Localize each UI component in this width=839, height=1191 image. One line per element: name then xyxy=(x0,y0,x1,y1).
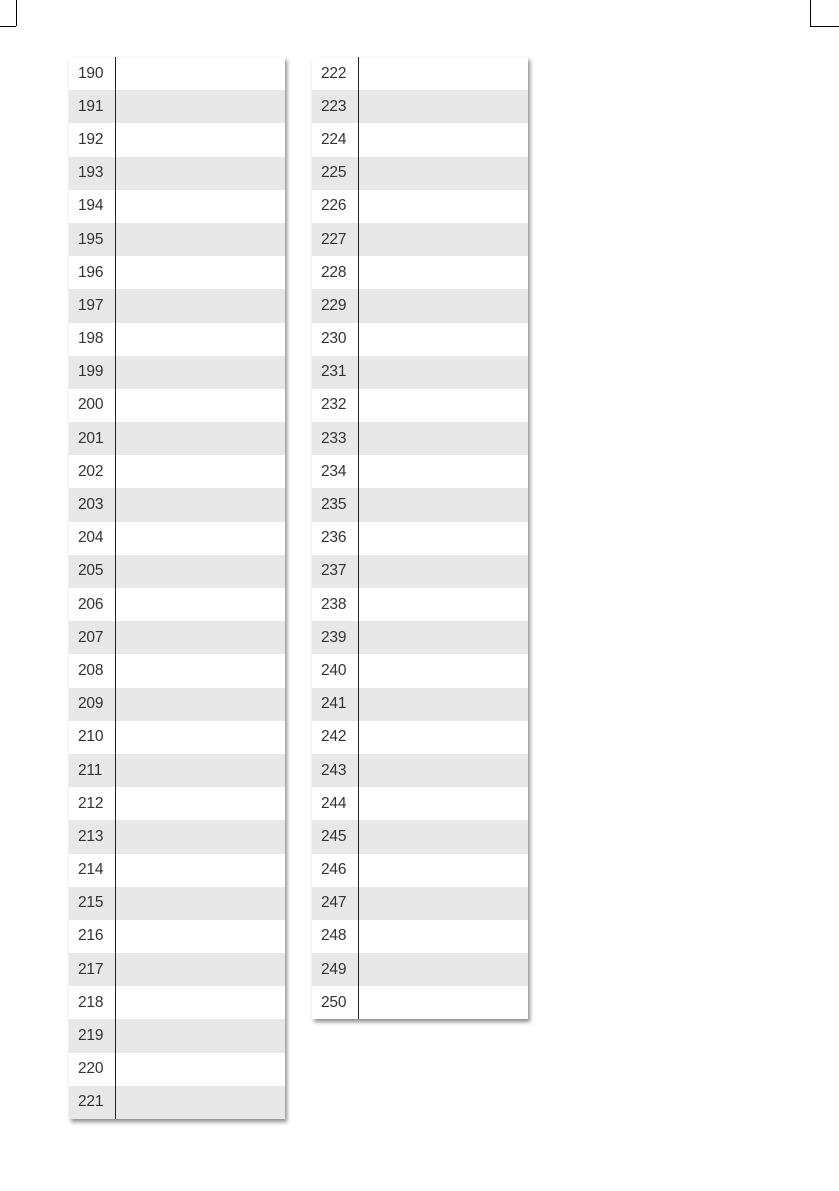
crop-mark-top-left-vertical xyxy=(16,0,17,26)
row-value-cell[interactable] xyxy=(115,688,285,721)
table-row xyxy=(312,90,528,123)
numbered-table-column-1 xyxy=(69,57,285,1119)
row-value-cell[interactable] xyxy=(115,721,285,754)
row-value-cell[interactable] xyxy=(358,787,528,820)
row-number: 247 xyxy=(321,894,347,912)
table-row xyxy=(69,986,285,1019)
row-number: 244 xyxy=(321,794,347,812)
row-number: 221 xyxy=(78,1093,104,1111)
table-row xyxy=(69,289,285,322)
table-row xyxy=(69,1053,285,1086)
row-number: 213 xyxy=(78,827,104,845)
row-number: 240 xyxy=(321,661,347,679)
row-number: 212 xyxy=(78,794,104,812)
row-number: 230 xyxy=(321,330,347,348)
row-value-cell[interactable] xyxy=(115,223,285,256)
row-number: 237 xyxy=(321,562,347,580)
row-value-cell[interactable] xyxy=(115,621,285,654)
table-row xyxy=(69,256,285,289)
row-number: 229 xyxy=(321,296,347,314)
row-value-cell[interactable] xyxy=(358,190,528,223)
row-number: 191 xyxy=(78,97,104,115)
table-row xyxy=(69,887,285,920)
table-row xyxy=(312,422,528,455)
row-value-cell[interactable] xyxy=(358,621,528,654)
row-number: 249 xyxy=(321,960,347,978)
row-value-cell[interactable] xyxy=(358,157,528,190)
row-value-cell[interactable] xyxy=(115,1086,285,1119)
table-row xyxy=(312,555,528,588)
row-value-cell[interactable] xyxy=(358,854,528,887)
table-row xyxy=(69,57,285,90)
row-value-cell[interactable] xyxy=(115,986,285,1019)
row-value-cell[interactable] xyxy=(115,389,285,422)
table-row xyxy=(312,787,528,820)
table-row xyxy=(69,721,285,754)
table-row xyxy=(312,356,528,389)
row-number: 236 xyxy=(321,529,347,547)
table-row xyxy=(69,157,285,190)
row-number: 239 xyxy=(321,628,347,646)
row-value-cell[interactable] xyxy=(115,90,285,123)
table-row xyxy=(69,787,285,820)
row-value-cell[interactable] xyxy=(115,654,285,687)
table-row xyxy=(69,488,285,521)
table-row xyxy=(312,754,528,787)
table-row xyxy=(69,654,285,687)
row-number: 215 xyxy=(78,894,104,912)
table-row xyxy=(312,123,528,156)
row-value-cell[interactable] xyxy=(115,953,285,986)
row-number: 195 xyxy=(78,230,104,248)
row-number: 218 xyxy=(78,993,104,1011)
row-number: 228 xyxy=(321,263,347,281)
table-row xyxy=(69,588,285,621)
row-value-cell[interactable] xyxy=(115,787,285,820)
row-value-cell[interactable] xyxy=(358,256,528,289)
table-row xyxy=(69,555,285,588)
row-number: 194 xyxy=(78,197,104,215)
table-row xyxy=(312,654,528,687)
table-row xyxy=(69,190,285,223)
row-number: 217 xyxy=(78,960,104,978)
row-number: 201 xyxy=(78,429,104,447)
table-row xyxy=(312,621,528,654)
row-value-cell[interactable] xyxy=(115,555,285,588)
row-number: 246 xyxy=(321,861,347,879)
row-value-cell[interactable] xyxy=(358,654,528,687)
row-value-cell[interactable] xyxy=(358,323,528,356)
row-number: 238 xyxy=(321,595,347,613)
row-value-cell[interactable] xyxy=(358,389,528,422)
row-value-cell[interactable] xyxy=(115,455,285,488)
row-number: 207 xyxy=(78,628,104,646)
table-row xyxy=(312,488,528,521)
table-row xyxy=(312,57,528,90)
row-value-cell[interactable] xyxy=(358,57,528,90)
row-number: 245 xyxy=(321,827,347,845)
table-row xyxy=(312,854,528,887)
row-number: 208 xyxy=(78,661,104,679)
table-row xyxy=(69,389,285,422)
row-number: 216 xyxy=(78,927,104,945)
row-number: 210 xyxy=(78,728,104,746)
row-value-cell[interactable] xyxy=(115,123,285,156)
table-row xyxy=(312,588,528,621)
row-number: 206 xyxy=(78,595,104,613)
row-value-cell[interactable] xyxy=(358,721,528,754)
table-row xyxy=(69,1086,285,1119)
row-value-cell[interactable] xyxy=(358,555,528,588)
table-row xyxy=(312,389,528,422)
table-row xyxy=(69,754,285,787)
row-number: 241 xyxy=(321,695,347,713)
row-value-cell[interactable] xyxy=(115,157,285,190)
row-value-cell[interactable] xyxy=(115,1053,285,1086)
row-value-cell[interactable] xyxy=(358,522,528,555)
row-number: 219 xyxy=(78,1027,104,1045)
row-number: 214 xyxy=(78,861,104,879)
row-number: 231 xyxy=(321,363,347,381)
row-value-cell[interactable] xyxy=(115,588,285,621)
row-value-cell[interactable] xyxy=(358,90,528,123)
table-row xyxy=(312,455,528,488)
table-row xyxy=(69,1019,285,1052)
row-value-cell[interactable] xyxy=(358,688,528,721)
row-value-cell[interactable] xyxy=(358,953,528,986)
table-row xyxy=(69,455,285,488)
row-value-cell[interactable] xyxy=(358,356,528,389)
row-value-cell[interactable] xyxy=(115,323,285,356)
table-row xyxy=(312,289,528,322)
row-number: 242 xyxy=(321,728,347,746)
row-number: 248 xyxy=(321,927,347,945)
table-row xyxy=(312,953,528,986)
table-row xyxy=(312,256,528,289)
row-number: 193 xyxy=(78,164,104,182)
row-value-cell[interactable] xyxy=(358,223,528,256)
row-number: 226 xyxy=(321,197,347,215)
table-row xyxy=(312,986,528,1019)
table-row xyxy=(69,356,285,389)
row-value-cell[interactable] xyxy=(115,887,285,920)
table-row xyxy=(312,820,528,853)
row-number: 223 xyxy=(321,97,347,115)
row-value-cell[interactable] xyxy=(358,588,528,621)
row-value-cell[interactable] xyxy=(358,754,528,787)
row-value-cell[interactable] xyxy=(115,522,285,555)
table-row xyxy=(69,920,285,953)
row-number: 234 xyxy=(321,462,347,480)
row-number: 199 xyxy=(78,363,104,381)
row-value-cell[interactable] xyxy=(358,820,528,853)
row-value-cell[interactable] xyxy=(115,256,285,289)
row-number: 197 xyxy=(78,296,104,314)
row-value-cell[interactable] xyxy=(115,1019,285,1052)
crop-mark-top-right-vertical xyxy=(810,0,811,26)
table-row xyxy=(69,90,285,123)
row-number: 200 xyxy=(78,396,104,414)
table-row xyxy=(312,688,528,721)
row-number: 192 xyxy=(78,130,104,148)
table-row xyxy=(312,323,528,356)
row-number: 224 xyxy=(321,130,347,148)
table-row xyxy=(312,223,528,256)
row-number: 233 xyxy=(321,429,347,447)
row-number: 211 xyxy=(78,761,103,779)
row-value-cell[interactable] xyxy=(115,190,285,223)
table-row xyxy=(69,854,285,887)
row-number: 220 xyxy=(78,1060,104,1078)
row-value-cell[interactable] xyxy=(115,57,285,90)
row-number: 235 xyxy=(321,496,347,514)
row-value-cell[interactable] xyxy=(115,854,285,887)
row-value-cell[interactable] xyxy=(115,754,285,787)
row-number: 205 xyxy=(78,562,104,580)
table-row xyxy=(69,621,285,654)
row-number: 198 xyxy=(78,330,104,348)
row-number: 204 xyxy=(78,529,104,547)
table-row xyxy=(312,721,528,754)
row-value-cell[interactable] xyxy=(115,422,285,455)
table-row xyxy=(69,522,285,555)
table-row xyxy=(69,820,285,853)
crop-mark-top-right-horizontal xyxy=(810,26,839,27)
table-row xyxy=(312,157,528,190)
row-number: 243 xyxy=(321,761,347,779)
row-number: 209 xyxy=(78,695,104,713)
row-number: 202 xyxy=(78,462,104,480)
row-value-cell[interactable] xyxy=(358,422,528,455)
row-number: 190 xyxy=(78,64,104,82)
table-row xyxy=(69,422,285,455)
row-value-cell[interactable] xyxy=(358,455,528,488)
table-row xyxy=(312,522,528,555)
table-row xyxy=(69,688,285,721)
row-value-cell[interactable] xyxy=(115,289,285,322)
row-value-cell[interactable] xyxy=(358,986,528,1019)
row-number: 232 xyxy=(321,396,347,414)
row-value-cell[interactable] xyxy=(358,488,528,521)
row-value-cell[interactable] xyxy=(358,887,528,920)
row-value-cell[interactable] xyxy=(358,123,528,156)
row-number: 203 xyxy=(78,496,104,514)
row-value-cell[interactable] xyxy=(358,289,528,322)
row-value-cell[interactable] xyxy=(115,820,285,853)
crop-mark-top-left-horizontal xyxy=(0,26,16,27)
row-number: 225 xyxy=(321,164,347,182)
table-row xyxy=(312,920,528,953)
numbered-table-column-2 xyxy=(312,57,528,1019)
row-value-cell[interactable] xyxy=(358,920,528,953)
row-number: 196 xyxy=(78,263,104,281)
row-value-cell[interactable] xyxy=(115,356,285,389)
row-number: 222 xyxy=(321,64,347,82)
table-row xyxy=(69,323,285,356)
table-row xyxy=(312,190,528,223)
row-number: 250 xyxy=(321,993,347,1011)
row-number: 227 xyxy=(321,230,347,248)
table-row xyxy=(69,953,285,986)
row-value-cell[interactable] xyxy=(115,488,285,521)
row-value-cell[interactable] xyxy=(115,920,285,953)
table-row xyxy=(69,123,285,156)
table-row xyxy=(69,223,285,256)
table-row xyxy=(312,887,528,920)
